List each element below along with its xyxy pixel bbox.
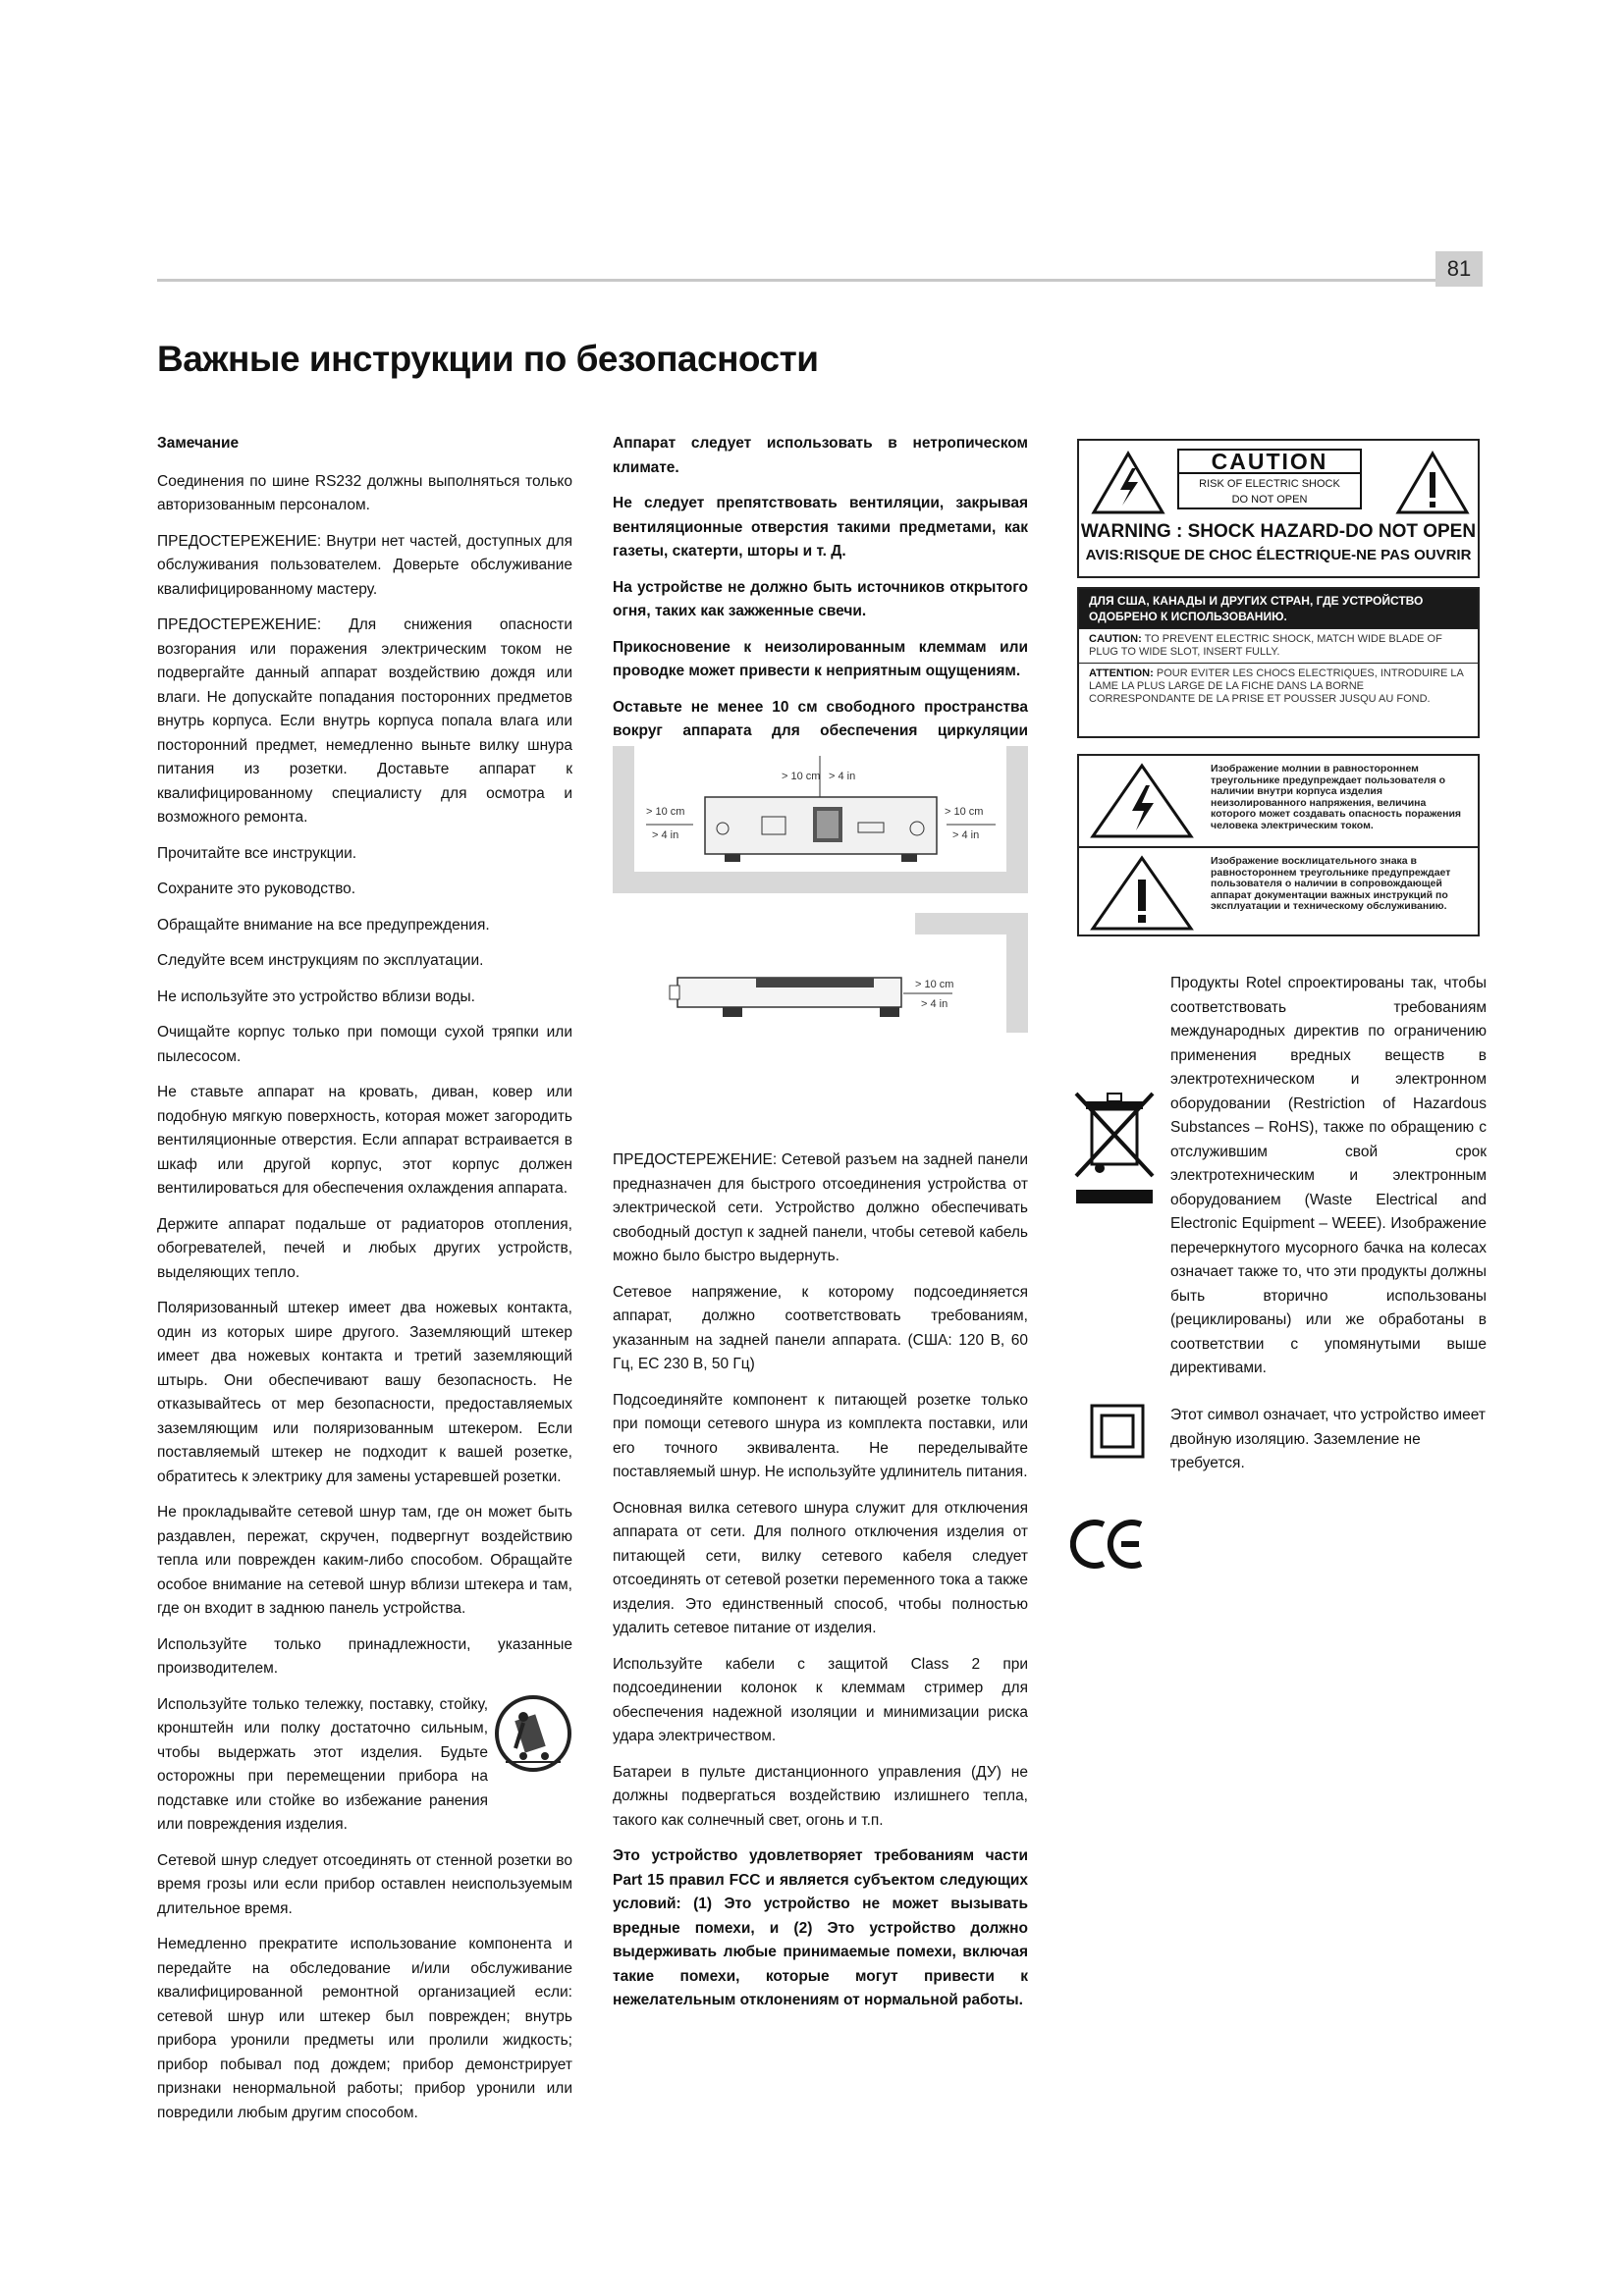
plug-label-header: ДЛЯ США, КАНАДЫ И ДРУГИХ СТРАН, ГДЕ УСТРОЙСТВО ОДОБРЕНО К ИСПОЛЬЗОВАНИЮ. (1079, 589, 1478, 628)
risk-line-2: DO NOT OPEN (1231, 494, 1308, 506)
plug-instructions-label (1077, 587, 1480, 738)
exclamation-triangle-icon (1087, 854, 1197, 933)
paragraph: Поляризованный штекер имеет два ножевых контакта, один из которых шире другого. Заземляющий штекер имеет два ножевых контакта и третий заземляющий штырь. Они обеспечивают вашу безопасность. Не отказывайтесь от мер безопасности, предоставляемых заземляющим или поляризованным штекером. Если поставляемый штекер не подходит к вашей розетке, обратитесь к электрику для замены устаревшей розетки. (157, 1300, 572, 1485)
front-unit-drawing (634, 746, 1006, 872)
caution-key: CAUTION: (1089, 633, 1142, 645)
paragraph: Это устройство удовлетворяет требованиям части Part 15 правил FCC и является субъектом следующих условий: (1) Это устройство не может вызывать вредные помехи, и (2) Это устройство должно выдерживать любые принимаемые помехи, включая такие помехи, которые могут привести к нежелательным отклонениям от нормальной работы. (613, 1847, 1028, 2008)
ce-mark-icon (1070, 1517, 1149, 1572)
caution-label (1077, 439, 1480, 578)
paragraph: Сетевое напряжение, к которому подсоединяется аппарат, должно соответствовать требованиям, указанным на задней панели аппарата. (США: 120 В, 60 Гц, ЕС 230 В, 50 Гц) (613, 1283, 1028, 1372)
exclamation-warning-icon (1395, 451, 1470, 515)
paragraph: Не ставьте аппарат на кровать, диван, ковер или подобную мягкую поверхность, которая может загородить вентиляционные отверстия. Если аппарат встраивается в шкаф или другой корпус, этот корпус должен вентилироваться для обеспечения охлаждения аппарата. (157, 1084, 572, 1197)
lightning-description: Изображение молнии в равностороннем треугольнике предупреждает пользователя о наличии внутри корпуса изделия неизолированного напряжения, величина которого может создавать опасность поражения человека электрическим током. (1211, 763, 1462, 831)
header-rule (157, 279, 1435, 282)
notice-heading: Замечание (157, 435, 240, 452)
double-insulation-icon (1090, 1404, 1145, 1459)
paragraph: Используйте только принадлежности, указанные производителем. (157, 1635, 572, 1677)
paragraph: Подсоединяйте компонент к питающей розетке только при помощи сетевого шнура из комплекта поставки, или его точного эквивалента. Не переделывайте поставляемый шнур. Не используйте удлинитель питания. (613, 1391, 1028, 1480)
page-number: 81 (1435, 251, 1483, 287)
page-title: Важные инструкции по безопасности (157, 339, 819, 379)
left-clearance-label: > 10 cm (646, 806, 685, 818)
paragraph: Сетевой шнур следует отсоединять от стенной розетки во время грозы или если прибор оставлен неиспользуемым длительное время. (157, 1851, 572, 1917)
paragraph: ПРЕДОСТЕРЕЖЕНИЕ: Сетевой разъем на задней панели предназначен для быстрого отсоединения устройства от электрической сети. Устройство должно обеспечивать свободный доступ к задней панели, чтобы сетевой кабель можно было быстро выдернуть. (613, 1151, 1028, 1264)
lightning-warning-icon (1091, 451, 1165, 515)
rear-clearance-label: > 10 cm (915, 979, 954, 990)
lightning-symbol-cell (1079, 756, 1478, 846)
paragraph: ПРЕДОСТЕРЕЖЕНИЕ: Внутри нет частей, доступных для обслуживания пользователем. Доверьте обслуживание квалифицированному мастеру. (157, 532, 572, 598)
paragraph: Не прокладывайте сетевой шнур там, где он может быть раздавлен, пережат, скручен, подвергнут воздействию тепла или поврежден каким-либо способом. Обращайте особое внимание на сетевой шнур вблизи штекера и там, где он входит в заднюю панель устройства. (157, 1504, 572, 1617)
symbols-legend (1077, 754, 1480, 936)
right-clearance-in-label: > 4 in (952, 829, 980, 841)
paragraph: Не используйте это устройство вблизи воды. (157, 988, 475, 1005)
exclamation-symbol-cell (1079, 846, 1478, 938)
top-clearance-in-label: > 4 in (829, 771, 856, 782)
paragraph: Прочитайте все инструкции. (157, 844, 357, 862)
column-3 (1170, 972, 1487, 1393)
paragraph: Очищайте корпус только при помощи сухой тряпки или пылесосом. (157, 1024, 572, 1065)
paragraph: Аппарат следует использовать в нетропическом климате. (613, 435, 1028, 476)
wall-top (915, 913, 1028, 934)
attention-text: POUR EVITER LES CHOCS ELECTRIQUES, INTRODUIRE LA LAME LA PLUS LARGE DE LA FICHE DANS LA BORNE CORRESPONDANTE DE LA PRISE ET POUSSER JUSQU AU FOND. (1089, 667, 1464, 705)
double-insulation-text: Этот символ означает, что устройство имеет двойную изоляцию. Заземление не требуется. (1170, 1407, 1486, 1471)
cart-warning (157, 1693, 572, 1849)
paragraph: Прикосновение к неизолированным клеммам или проводке может привести к неприятным ощущениям. (613, 638, 1028, 679)
weee-crossed-bin-icon (1070, 1088, 1159, 1207)
paragraph: На устройстве не должно быть источников открытого огня, таких как зажженные свечи. (613, 578, 1028, 619)
caution-title: CAUTION (1177, 449, 1362, 474)
risk-box (1177, 474, 1362, 509)
paragraph: Оставьте не менее 10 см свободного пространства вокруг аппарата для обеспечения циркуляции (613, 698, 1028, 739)
top-clearance-label: > 10 cm (782, 771, 821, 782)
plug-caution-row (1079, 628, 1478, 663)
paragraph: Основная вилка сетевого шнура служит для отключения аппарата от сети. Для полного отключения изделия от питающей сети, вилку сетевого кабеля следует отсоединять от сетевой розетки переменного тока а также изделия. Это единственный способ, чтобы полностью удалить сетевое питание от изделия. (613, 1499, 1028, 1636)
paragraph: Немедленно прекратите использование компонента и передайте на обследование и/или обслуживание квалифицированной ремонтной организацией если: сетевой шнур или штекер был поврежден; внутрь прибора уронили предметы или пролили жидкость; прибор побывал под дождем; прибор демонстрирует признаки ненормальной работы; прибор уронили или повредили любым другим способом. (157, 1936, 572, 2121)
paragraph: ПРЕДОСТЕРЕЖЕНИЕ: Для снижения опасности возгорания или поражения электрическим током не подвергайте данный аппарат воздействию дождя или влаги. Не допускайте попадания посторонних предметов внутрь корпуса. Если внутрь корпуса попала влага или посторонний предмет, немедленно выньте вилку шнура питания из розетки. Доставьте аппарат к квалифицированному специалисту для осмотра и возможного ремонта. (157, 616, 572, 826)
attention-key: ATTENTION: (1089, 667, 1154, 679)
front-clearance-diagram (613, 746, 1028, 893)
paragraph: Используйте только тележку, поставку, стойку, кронштейн или полку достаточно сильным, чтобы выдержать этот изделия. Будьте осторожны при перемещении прибора на подставке или стойке во избежание ранения или повреждения изделия. (157, 1695, 488, 1833)
left-clearance-in-label: > 4 in (652, 829, 679, 841)
risk-line-1: RISK OF ELECTRIC SHOCK (1199, 478, 1340, 490)
rear-clearance-in-label: > 4 in (921, 998, 948, 1010)
paragraph: Используйте кабели с защитой Class 2 при подсоединении колонок к клеммам стример для обеспечения надежной изоляции и минимизации риска удара электричеством. (613, 1655, 1028, 1744)
column-1 (157, 432, 572, 2137)
paragraph: Держите аппарат подальше от радиаторов отопления, обогревателей, печей и любых других устройств, выделяющих тепло. (157, 1215, 572, 1281)
lightning-triangle-icon (1087, 762, 1197, 840)
weee-paragraph: Продукты Rotel спроектированы так, чтобы соответствовать требованиям международных директив по ограничению применения вредных веществ в электротехническом и электронном оборудовании (Restriction of Hazardous Substances – RoHS), также по обращению с отслужившим свой срок электротехническим и электронным оборудованием (Waste Electrical and Electronic Equipment – WEEE). Изображение перечеркнутого мусорного бачка на колесах означает также то, что эти продукты должны быть вторично использованы (рециклированы) или же обработаны в соответствии с упомянутыми выше директивами. (1170, 975, 1487, 1376)
caution-text: TO PREVENT ELECTRIC SHOCK, MATCH WIDE BLADE OF PLUG TO WIDE SLOT, INSERT FULLY. (1089, 633, 1442, 658)
plug-attention-row (1079, 663, 1478, 710)
paragraph: Не следует препятствовать вентиляции, закрывая вентиляционные отверстия такими предметами, как газеты, скатерти, шторы и т. Д. (613, 495, 1028, 560)
paragraph: Соединения по шине RS232 должны выполняться только авторизованным персоналом. (157, 472, 572, 513)
right-clearance-label: > 10 cm (945, 806, 984, 818)
warning-line: WARNING : SHOCK HAZARD-DO NOT OPEN (1080, 521, 1477, 542)
paragraph: Следуйте всем инструкциям по эксплуатации. (157, 952, 484, 969)
rear-clearance-diagram (613, 913, 1028, 1033)
paragraph: Батареи в пульте дистанционного управления (ДУ) не должны подвергаться воздействию излишнего тепла, такого как солнечный свет, огонь и т.п. (613, 1763, 1028, 1829)
paragraph: Сохраните это руководство. (157, 881, 356, 897)
column-2 (613, 432, 1028, 2025)
exclamation-description: Изображение восклицательного знака в равностороннем треугольнике предупреждает пользователя о наличии в сопровождающей аппарат документации важных инструкций по эксплуатации и техническому обслуживанию. (1211, 855, 1451, 912)
avis-line: AVIS:RISQUE DE CHOC ÉLECTRIQUE-NE PAS OUVRIR (1085, 547, 1472, 563)
paragraph: Обращайте внимание на все предупреждения. (157, 916, 490, 934)
cart-tipover-icon (494, 1693, 572, 1774)
